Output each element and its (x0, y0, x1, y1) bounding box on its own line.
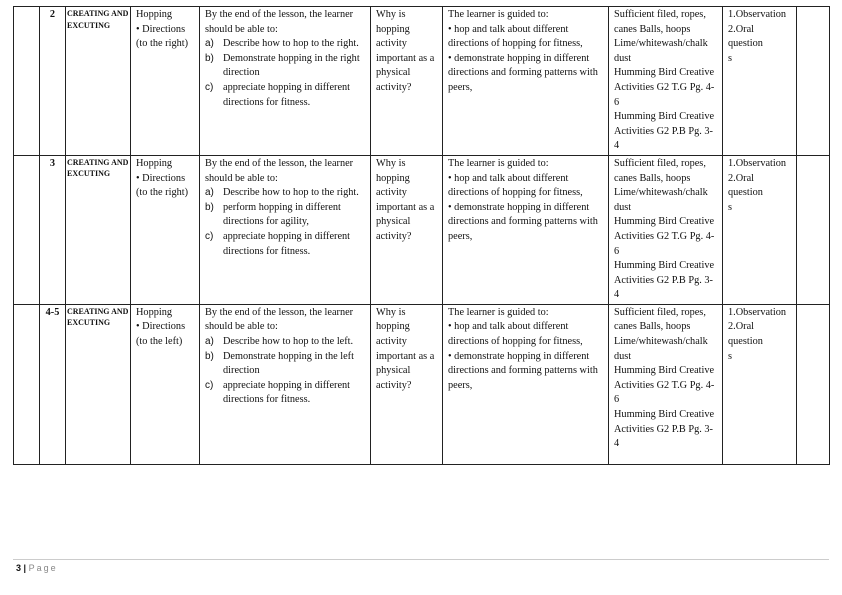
inquiry-cell: Why is hopping activity important as a physical activity? (371, 7, 443, 156)
lesson-number: 4-5 (40, 304, 66, 464)
outcome-text: Describe how to hop to the right. (223, 187, 359, 199)
resource: Activities G2 P.B Pg. 3-4 (614, 423, 713, 450)
assessment-cell (723, 155, 797, 304)
resources-cell (609, 7, 723, 156)
outcome-marker: b) (205, 350, 214, 362)
experiences-intro: The learner is guided to: (448, 9, 549, 20)
footer-divider (13, 559, 829, 560)
outcome-item (205, 37, 365, 52)
outcome-marker: a) (205, 38, 214, 50)
remarks-cell (797, 7, 830, 156)
page-number: 3 (16, 563, 22, 573)
strand-cell: CREATING AND EXCUTING (66, 155, 131, 304)
footer-separator: | (23, 563, 27, 573)
outcome-item (205, 52, 365, 81)
sub-strand-line: (to the right) (136, 187, 189, 199)
assessment-line: 1.Observation (728, 9, 787, 20)
assessment-line: 1.Observation (728, 157, 787, 169)
outcome-text: Describe how to hop to the right. (223, 38, 359, 50)
outcome-marker: b) (205, 201, 214, 213)
inquiry-cell: Why is hopping activity important as a physical activity? (371, 304, 443, 464)
lesson-number: 3 (40, 155, 66, 304)
scheme-of-work-table (13, 6, 830, 465)
outcomes-intro: By the end of the lesson, the learner should be able to: (205, 157, 354, 184)
remarks-cell (797, 304, 830, 464)
outcome-marker: c) (205, 379, 214, 391)
sub-strand-cell (131, 7, 200, 156)
assessment-cell (723, 304, 797, 464)
outcomes-intro: By the end of the lesson, the learner should be able to: (205, 9, 354, 35)
resource: Sufficient filed, ropes, canes Balls, hoops Lime/whitewash/chalk dust (614, 9, 708, 64)
assessment-line: 2.Oral question (728, 172, 763, 199)
outcome-item (205, 335, 365, 350)
inquiry-cell: Why is hopping activity important as a physical activity? (371, 155, 443, 304)
resource: Humming Bird Creative Activities G2 P.B Pg. 3-4 (614, 111, 715, 152)
resource: Humming Bird Creative (614, 409, 715, 421)
outcome-item (205, 350, 365, 379)
sub-strand-line: (to the right) (136, 38, 189, 50)
outcome-text: Describe how to hop to the left. (223, 336, 354, 348)
week-cell (14, 155, 40, 304)
week-cell (14, 7, 40, 156)
outcome-item (205, 81, 365, 110)
table-row (14, 304, 830, 464)
experience-item: • hop and talk about different directions of hopping for fitness, (448, 172, 583, 199)
experience-item: • demonstrate hopping in different directions and forming patterns with peers, (448, 52, 598, 93)
outcome-text: Demonstrate hopping in the left direction (223, 350, 354, 377)
outcome-text: appreciate hopping in different directions for fitness. (223, 81, 351, 108)
sub-strand-cell (131, 304, 200, 464)
experience-item: • demonstrate hopping in different directions and forming patterns with peers, (448, 201, 598, 242)
lesson-number: 2 (40, 7, 66, 156)
experiences-cell (443, 7, 609, 156)
assessment-line: s (728, 52, 733, 64)
strand-cell: CREATING AND EXCUTING (66, 7, 131, 156)
sub-strand-line: Hopping (136, 9, 173, 20)
outcome-marker: a) (205, 336, 214, 348)
assessment-line: 2.Oral question (728, 321, 763, 348)
outcome-marker: c) (205, 230, 214, 242)
sub-strand-line: • Directions (136, 321, 186, 333)
outcome-item (205, 379, 365, 408)
experience-item: • demonstrate hopping in different directions and forming patterns with peers, (448, 350, 598, 391)
page-label: Page (28, 563, 58, 573)
strand-cell: CREATING AND EXCUTING (66, 304, 131, 464)
outcome-marker: c) (205, 81, 214, 93)
assessment-cell (723, 7, 797, 156)
sub-strand-line: • Directions (136, 23, 186, 35)
resources-cell (609, 155, 723, 304)
resources-cell (609, 304, 723, 464)
resource: Sufficient filed, ropes, canes Balls, hoops Lime/whitewash/chalk dust (614, 306, 708, 362)
outcome-text: perform hopping in different directions for agility, (223, 201, 341, 228)
sub-strand-cell (131, 155, 200, 304)
table-row (14, 7, 830, 156)
resource: Humming Bird Creative Activities G2 P.B Pg. 3-4 (614, 260, 715, 301)
outcomes-cell (200, 304, 371, 464)
outcome-marker: b) (205, 52, 214, 64)
experiences-cell (443, 304, 609, 464)
outcome-text: appreciate hopping in different directions for fitness. (223, 230, 351, 257)
table-row (14, 155, 830, 304)
outcomes-cell (200, 7, 371, 156)
outcome-item (205, 230, 365, 259)
sub-strand-line: (to the left) (136, 336, 183, 348)
sub-strand-line: Hopping (136, 306, 173, 318)
week-cell (14, 304, 40, 464)
resource: Humming Bird Creative Activities G2 T.G Pg. 4-6 (614, 216, 715, 257)
assessment-line: s (728, 201, 733, 213)
sub-strand-line: • Directions (136, 172, 186, 184)
outcome-item (205, 201, 365, 230)
page-footer (16, 563, 58, 573)
experiences-intro: The learner is guided to: (448, 306, 549, 318)
outcome-marker: a) (205, 187, 214, 199)
outcome-text: Demonstrate hopping in the right direction (223, 52, 360, 79)
experiences-intro: The learner is guided to: (448, 157, 549, 169)
resource: Humming Bird Creative Activities G2 T.G Pg. 4-6 (614, 67, 715, 108)
outcome-item (205, 186, 365, 201)
outcomes-cell (200, 155, 371, 304)
assessment-line: 1.Observation (728, 306, 787, 318)
remarks-cell (797, 155, 830, 304)
assessment-line: s (728, 350, 733, 362)
resource: Sufficient filed, ropes, canes Balls, hoops Lime/whitewash/chalk dust (614, 157, 708, 213)
experience-item: • hop and talk about different directions of hopping for fitness, (448, 23, 583, 50)
outcomes-intro: By the end of the lesson, the learner should be able to: (205, 306, 354, 333)
assessment-line: 2.Oral question (728, 23, 763, 50)
resource: Humming Bird Creative Activities G2 T.G Pg. 4-6 (614, 365, 715, 406)
outcome-text: appreciate hopping in different directions for fitness. (223, 379, 351, 406)
experience-item: • hop and talk about different directions of hopping for fitness, (448, 321, 583, 348)
sub-strand-line: Hopping (136, 157, 173, 169)
experiences-cell (443, 155, 609, 304)
